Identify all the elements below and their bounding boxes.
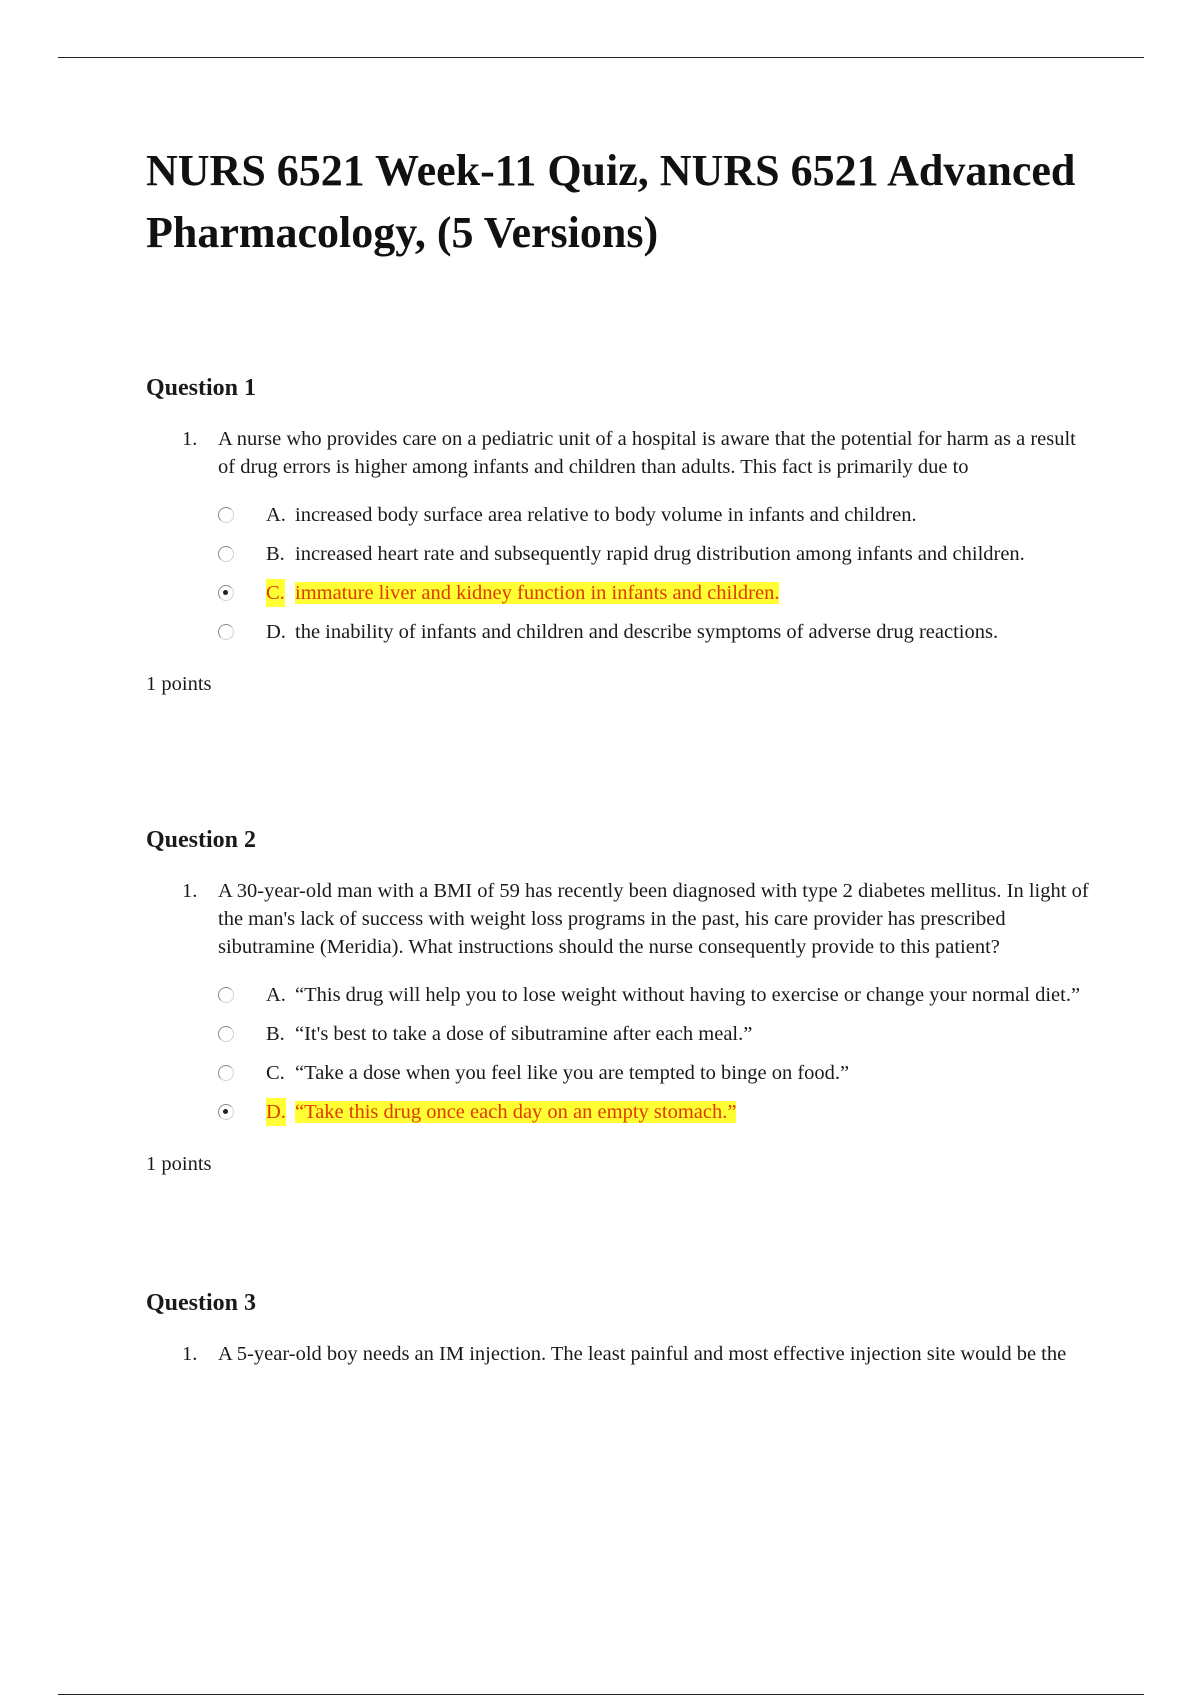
radio-selected-icon[interactable] [218, 585, 234, 601]
stem-text: A 30-year-old man with a BMI of 59 has recently been diagnosed with type 2 diabetes mellitus. In light of the man's lack of success with weight loss programs in the past, his care provider has prescribed sibutramine (Meridia). What instructions should the nurse consequently provide to this patient? [218, 880, 1089, 958]
option-d[interactable] [218, 618, 1096, 646]
stem-text: A nurse who provides care on a pediatric unit of a hospital is aware that the potential for harm as a result of drug errors is higher among infants and children than adults. This fact is primarily due to [218, 428, 1076, 478]
option-c[interactable] [218, 1059, 1096, 1087]
option-text: “It's best to take a dose of sibutramine after each meal.” [295, 1023, 753, 1045]
highlighted-text: immature liver and kidney function in infants and children. [295, 582, 780, 604]
question-stem [146, 1340, 1096, 1368]
radio-icon[interactable] [218, 987, 234, 1003]
option-a[interactable] [218, 981, 1096, 1009]
document-page [146, 140, 1096, 1365]
question-heading: Question 2 [146, 827, 257, 853]
option-letter: B. [266, 543, 285, 565]
option-text: “Take a dose when you feel like you are tempted to binge on food.” [295, 1062, 850, 1084]
answer-options [146, 501, 1096, 646]
item-number: 1. [182, 428, 198, 450]
question-3 [146, 1288, 1096, 1368]
bottom-rule [58, 1694, 1144, 1695]
item-number: 1. [182, 1343, 198, 1365]
option-b[interactable] [218, 540, 1096, 568]
stem-text: A 5-year-old boy needs an IM injection. The least painful and most effective injection site would be the [218, 1343, 1067, 1365]
option-a[interactable] [218, 501, 1096, 529]
option-text-highlighted [295, 582, 779, 604]
radio-icon[interactable] [218, 1065, 234, 1081]
option-text: the inability of infants and children and describe symptoms of adverse drug reactions. [295, 621, 999, 643]
option-letter: D. [266, 1098, 286, 1126]
points-label: 1 points [146, 673, 212, 695]
question-1 [146, 373, 1096, 698]
radio-icon[interactable] [218, 624, 234, 640]
option-text: “This drug will help you to lose weight without having to exercise or change your normal diet.” [295, 984, 1081, 1006]
answer-options [146, 981, 1096, 1126]
question-stem [146, 425, 1096, 481]
option-c-selected[interactable] [218, 579, 1096, 607]
option-letter: C. [266, 579, 285, 607]
option-text: increased heart rate and subsequently rapid drug distribution among infants and children. [295, 543, 1025, 565]
radio-icon[interactable] [218, 546, 234, 562]
option-letter: D. [266, 621, 286, 643]
option-b[interactable] [218, 1020, 1096, 1048]
points-label: 1 points [146, 1153, 212, 1175]
option-letter: A. [266, 504, 286, 526]
option-letter: C. [266, 1062, 285, 1084]
question-heading: Question 3 [146, 1290, 257, 1316]
radio-icon[interactable] [218, 1026, 234, 1042]
option-text: increased body surface area relative to body volume in infants and children. [295, 504, 917, 526]
highlighted-text: “Take this drug once each day on an empty stomach.” [295, 1101, 737, 1123]
option-letter: B. [266, 1023, 285, 1045]
question-heading: Question 1 [146, 375, 257, 401]
item-number: 1. [182, 880, 198, 902]
top-rule [58, 57, 1144, 58]
question-stem [146, 877, 1096, 961]
page-title: NURS 6521 Week-11 Quiz, NURS 6521 Advanced Pharmacology, (5 Versions) [146, 146, 1076, 257]
option-d-selected[interactable] [218, 1098, 1096, 1126]
question-2 [146, 825, 1096, 1178]
option-text-highlighted [295, 1101, 736, 1123]
radio-icon[interactable] [218, 507, 234, 523]
radio-selected-icon[interactable] [218, 1104, 234, 1120]
option-letter: A. [266, 984, 286, 1006]
